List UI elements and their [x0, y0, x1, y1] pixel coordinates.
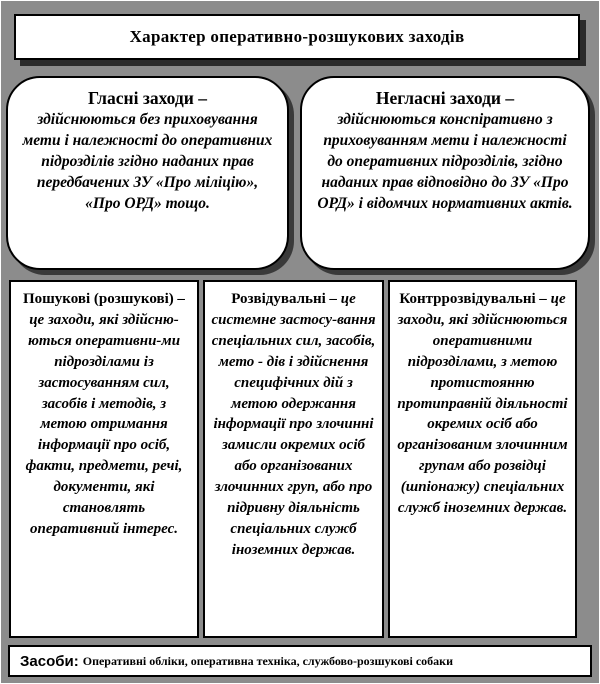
open-measures-text: здійснюються без приховування мети і належності до оперативних підрозділів згідно наданих прав передбачених ЗУ «Про міліцію», «Про ОРД» тощо.	[22, 111, 273, 212]
search-measures-text: – це заходи, які здійсню-ються оперативни-ми підрозділами із застосуванням сил, засобів і методів, з метою отримання інформації про осіб, факти, предмети, речі, документи, які становлять оперативний інтерес.	[25, 291, 186, 537]
means-text: Оперативні обліки, оперативна техніка, службово-розшукові собаки	[82, 653, 454, 668]
counterintelligence-measures-box	[388, 280, 577, 638]
means-box	[8, 645, 592, 677]
search-measures-box	[9, 280, 199, 638]
covert-measures-text: здійснюються конспіративно з приховуванням мети і належності до оперативних підрозділів, згідно наданих прав відповідно до ЗУ «Про ОРД» і відомчих нормативних актів.	[317, 111, 573, 212]
open-measures-box	[6, 76, 289, 270]
search-measures-title: Пошукові (розшукові)	[22, 291, 174, 307]
open-measures-heading: Гласні заходи –	[88, 88, 207, 108]
means-label: Засоби:	[20, 652, 79, 670]
covert-measures-box	[300, 76, 590, 270]
counterintelligence-measures-title: Контррозвідувальні	[399, 291, 536, 307]
intelligence-measures-box	[203, 280, 384, 638]
counterintelligence-measures-text: – це заходи, які здійснюються оперативними підрозділами, з метою протистоянню протиправній діяльності окремих осіб або організованим злочинним групам або розвідці (шпіонажу) спеціальних служб іноземних держав.	[397, 291, 568, 517]
covert-measures-heading: Негласні заходи –	[375, 88, 515, 108]
intelligence-measures-title: Розвідувальні	[231, 291, 326, 307]
intelligence-measures-text: – це системне застосу-вання спеціальних сил, засобів, мето - дів і здійснення специфічних дій з метою одержання інформації про злочинні замисли окремих осіб або організованих злочинних груп, або про підривну діяльність спеціальних служб іноземних держав.	[211, 291, 376, 558]
diagram-title: Характер оперативно-розшукових заходів	[14, 14, 580, 60]
